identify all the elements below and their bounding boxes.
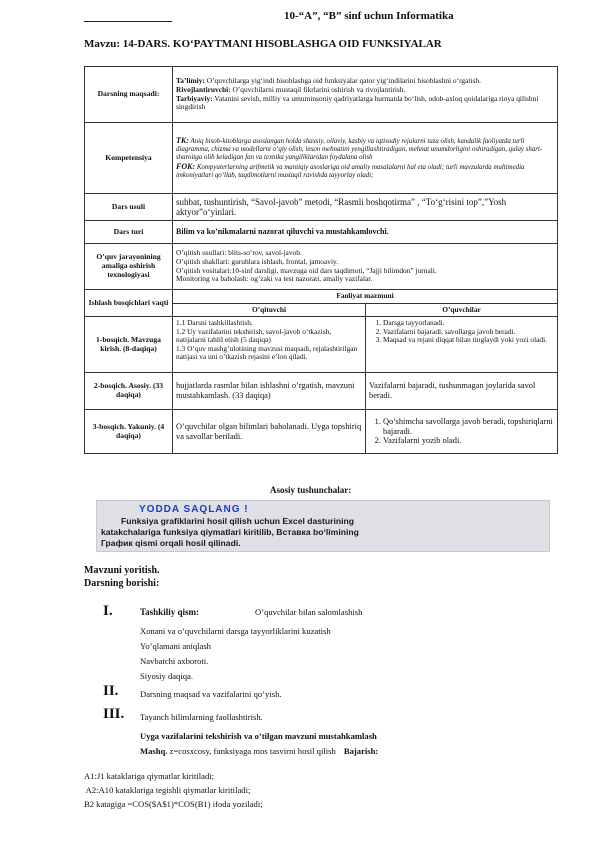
stage-3-students (366, 410, 558, 454)
method-text: suhbat, tushuntirish, “Savol-javob” metodi, “Rasmli boshqotirma” , “To‘g‘risini top”,”Yosh aktyor”o‘yinlari. (173, 194, 558, 221)
remember-banner (96, 500, 550, 552)
procedure-line: A1:J1 kataklariga qiymatlar kiritiladi; (84, 771, 215, 781)
competence-cell (173, 123, 558, 194)
students-step: 2. Vazifalarni bajaradi, savollarga javob beradi. (383, 328, 554, 337)
stage-3-label: 3-bosqich. Yakuniy. (4 daqiqa) (85, 410, 173, 454)
procedure-line: A2:A10 kataklariga tegishli qiymatlar kiritiladi; (84, 785, 251, 795)
rivoj-text: O’quvchilarni mustaqil fikrlarini oshirish va rivojlantirish. (232, 84, 406, 94)
stages-label: Ishlash bosqichlari vaqti (85, 290, 173, 317)
exercise-label: Mashq. (140, 746, 168, 756)
lesson-plan-table (84, 66, 558, 454)
type-text: Bilim va ko’nikmalarni nazorat qiluvchi va mustahkamlovchi. (173, 221, 558, 244)
technology-line: O’qitish vositalari:10-sinf darsligi, mavzuga oid dars taqdimoti, “Jajji bilimdon” jurnali. (176, 265, 437, 275)
goal-row (85, 67, 558, 123)
lesson-topic: Mavzu: 14-DARS. KO‘PAYTMANI HISOBLASHGA OID FUNKSIYALAR (84, 38, 442, 50)
organizational-subitem: Navbatchi axboroti. (140, 656, 209, 666)
method-row (85, 194, 558, 221)
lesson-coverage-heading: Mavzuni yoritish. (84, 565, 160, 576)
activity-label: Faoliyat mazmuni (173, 290, 558, 304)
roman-numeral: II. (103, 683, 119, 699)
stage-1-teacher (173, 317, 366, 373)
students-step: 2. Vazifalarni yozib oladi. (383, 436, 554, 446)
goal-cell (173, 67, 558, 123)
goals-step-text: Darsning maqsad va vazifalarini qo’yish. (140, 689, 282, 699)
technology-cell (173, 244, 558, 290)
stage-2-students: Vazifalarni bajaradi, tushunmagan joylarida savol beradi. (366, 373, 558, 410)
technology-line: O’qitish shakllari: guruhlara ishlash, frontal, jamoaviy. (176, 256, 339, 266)
rivoj-label: Rivojlantiruvchi: (176, 84, 231, 94)
procedure-line: B2 katagiga =COS($A$1)*COS(B1) ifoda yoziladi; (84, 799, 263, 809)
exercise-line (140, 746, 378, 756)
stage-3-teacher: O’quvchilar olgan bilimlari baholanadi. Uyga topshiriq va savollar beriladi. (173, 410, 366, 454)
technology-label: O’quv jarayonining amaliga oshirish texnologiyasi (85, 244, 173, 290)
fok-label: FOK: (176, 161, 196, 171)
tarbiyaviy-text: Vatanini sevish, milliy va umuminsoniy qadriyatlarga hurmatda bo‘lish, odob-axloq qoidalariga rioya qilishni singdirish (176, 93, 539, 112)
students-column-header: O’quvchilar (366, 303, 558, 317)
teacher-step: 1.3 O’quv mashg’ulotining mavzusi maqsadi, rejalashtirilgan natijasi va uni o’tkazish rejasini e’lon qiladi. (176, 343, 358, 362)
homework-check-text: Uyga vazifalarini tekshirish va o’tilgan mavzuni mustahkamlash (140, 731, 377, 741)
roman-numeral: III. (103, 706, 125, 722)
stage-2-teacher: hujjatlarda rasmlar bilan ishlashni o’rgatish, mavzuni mustahkamlash. (33 daqiqa) (173, 373, 366, 410)
header-title: 10-“A”, “B” sinf uchun Informatika (284, 10, 454, 22)
stage-2-label: 2-bosqich. Asosiy. (33 daqiqa) (85, 373, 173, 410)
students-list (369, 319, 554, 345)
execution-label: Bajarish: (343, 746, 379, 756)
activity-header-row (85, 290, 558, 304)
organizational-subitem: Siyosiy daqiqa. (140, 671, 193, 681)
technology-line: Monitoring va baholash: og’zaki va test nazorati, amaliy vazifalar. (176, 274, 373, 284)
type-row (85, 221, 558, 244)
organizational-part-text: O’quvchilar bilan salomlashish (255, 607, 363, 617)
technology-line: O’qitish usullari: blits-so‘rov, savol-javob. (176, 248, 302, 258)
type-label: Dars turi (85, 221, 173, 244)
fok-text: Kompyuterlarning arifmetik va mantiqiy asoslariga oid amaliy masalalarni hal eta oladi; turli mavzularda multimedia imkoniyatlari qo‘llab, taqdimotlarni mustaqil ravishda tayyorlay oladi; (176, 163, 525, 179)
stage-1-label: 1-bosqich. Mavzuga kirish. (8-daqiqa) (85, 317, 173, 373)
students-step: 1. Qo’shimcha savollarga javob beradi, topshiriqlarni bajaradi. (383, 417, 554, 436)
organizational-part-title: Tashkiliy qism: (140, 607, 199, 617)
tk-label: TK: (176, 136, 189, 146)
stage-3-row (85, 410, 558, 454)
competence-row (85, 123, 558, 194)
goal-label: Darsning maqsadi: (85, 67, 173, 123)
competence-label: Kompetensiya (85, 123, 173, 194)
tarbiyaviy-label: Tarbiyaviy: (176, 93, 213, 103)
tk-text: Aniq hisob-kitoblarga asoslangan holda shaxsiy, oilaviy, kasbiy va iqtisodiy rejalarni tuza olish, kundalik faoliyatda turli diagramma, chizma va modellarni o‘qiy olish, inson mehnatini yengillashtiradigan, mehnat unumdorligini oshiradigan, qulay shart-sharoitga olib keladigan fan va texnika yangiliklaridan foydalana olish (176, 138, 543, 162)
talimiy-text: O’quvchilarga yig‘indi hisoblashga oid funksiyalar qator yig‘indilarini hisoblashni o‘rgatish. (206, 76, 481, 86)
header-underline (84, 21, 172, 22)
key-concepts-heading: Asosiy tushunchalar: (270, 485, 352, 495)
teacher-step: 1.1 Darsni tashkillashtish. (176, 318, 253, 328)
teacher-step: 1.2 Uy vazifalarini tekshirish, savol-javob o‘tkazish, natijalarni tahlil etish (5 daqiqa) (176, 326, 332, 345)
talimiy-label: Ta’limiy: (176, 76, 205, 86)
banner-line: График qismi orqali hosil qilinadi. (101, 538, 241, 548)
banner-title: YODDA SAQLANG ! (139, 504, 249, 515)
roman-numeral: I. (103, 603, 113, 619)
organizational-subitem: Xonani va o’quvchilarni darsga tayyorliklarini kuzatish (140, 626, 331, 636)
banner-line: Funksiya grafiklarini hosil qilish uchun Excel dasturining (121, 516, 355, 526)
technology-row (85, 244, 558, 290)
exercise-text: z=cosxcosy, funksiyaga mos tasvirni hosil qilish (169, 746, 336, 756)
teacher-column-header: O’qituvchi (173, 303, 366, 317)
method-label: Dars usuli (85, 194, 173, 221)
students-step: 1. Darsga tayyorlanadi. (383, 319, 554, 328)
students-list (369, 417, 554, 446)
banner-line: katakchalariga funksiya qiymatlari kiritilib, Вставка bo‘limining (101, 527, 359, 537)
stage-1-row (85, 317, 558, 373)
organizational-subitem: Yo’qlamani aniqlash (140, 641, 211, 651)
lesson-flow-heading: Darsning borishi: (84, 578, 160, 589)
activation-step-text: Tayanch bilimlarning faollashtirish. (140, 712, 263, 722)
stage-1-students (366, 317, 558, 373)
students-step: 3. Maqsad va rejani diqqat bilan tinglaydi yoki yozi oladi. (383, 336, 554, 345)
header (84, 10, 554, 24)
stage-2-row (85, 373, 558, 410)
